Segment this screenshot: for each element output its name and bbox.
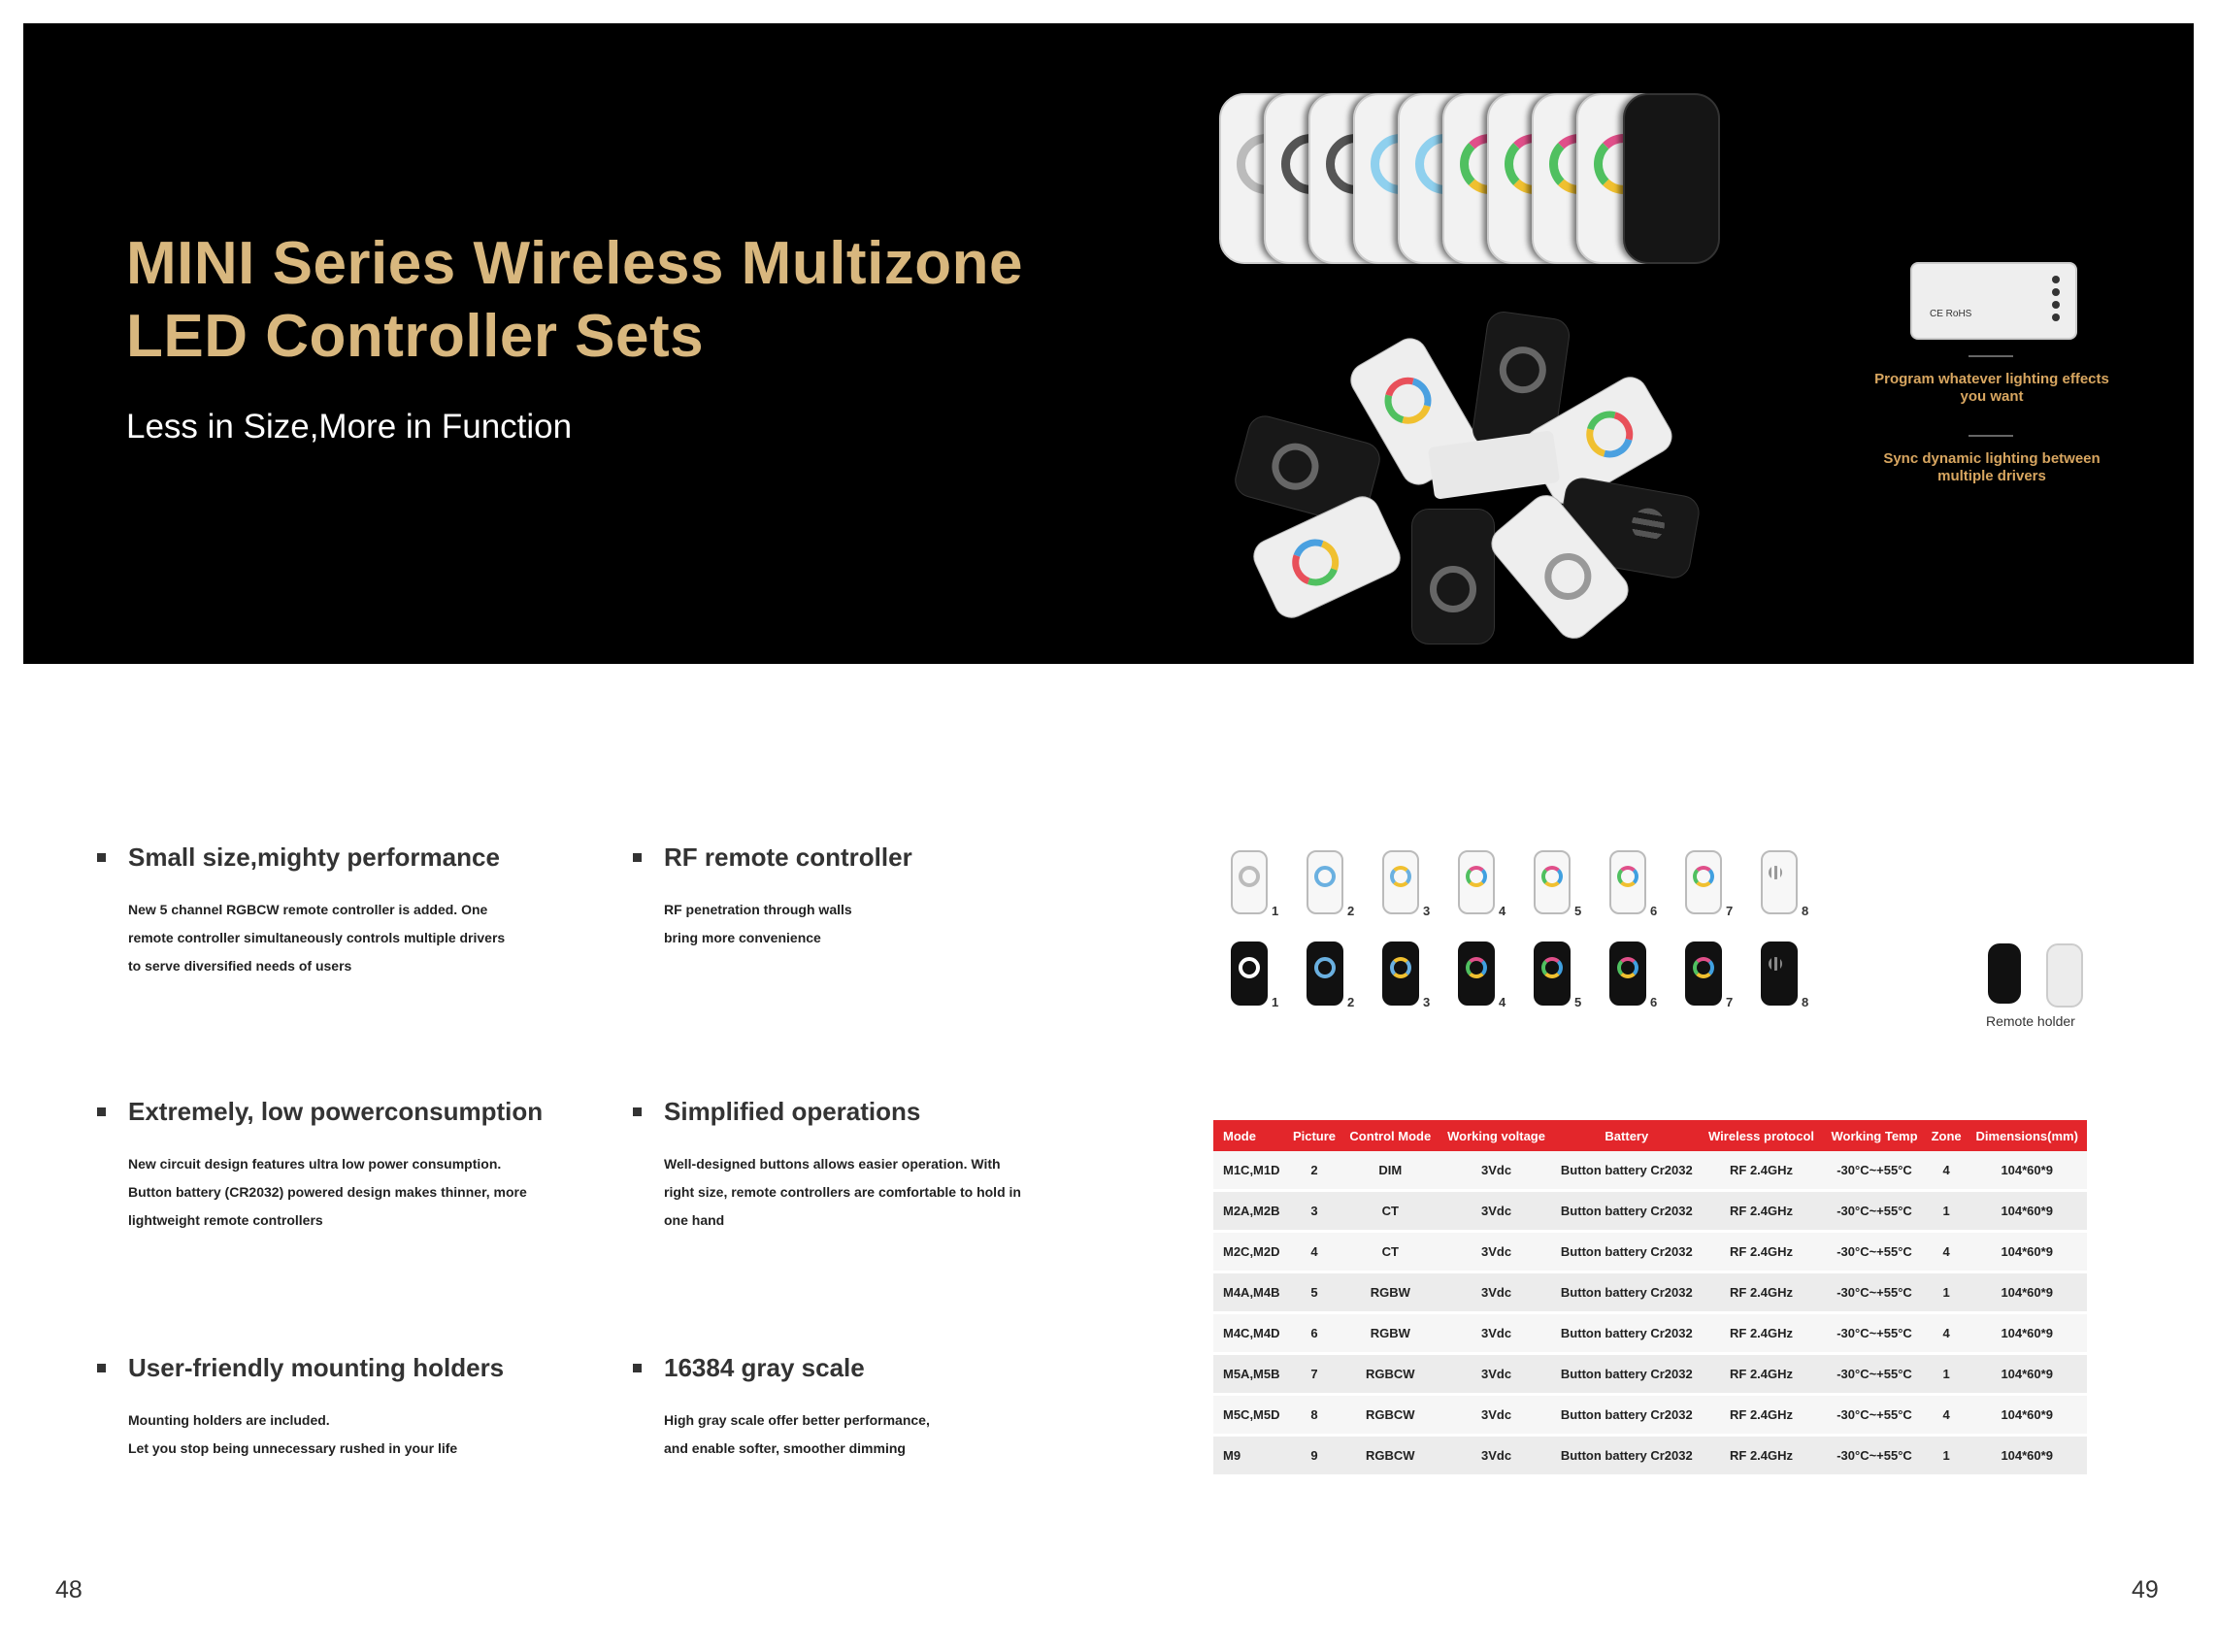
table-cell: RGBCW <box>1341 1354 1439 1395</box>
table-cell: 3Vdc <box>1439 1436 1554 1476</box>
table-cell: 7 <box>1287 1354 1342 1395</box>
table-cell: M2A,M2B <box>1213 1191 1287 1232</box>
column-header: Zone <box>1926 1120 1968 1151</box>
column-header: Dimensions(mm) <box>1967 1120 2087 1151</box>
table-cell: -30°C~+55°C <box>1823 1313 1926 1354</box>
table-cell: 104*60*9 <box>1967 1191 2087 1232</box>
table-cell: 3 <box>1287 1191 1342 1232</box>
table-cell: M2C,M2D <box>1213 1232 1287 1272</box>
table-row <box>1213 1354 2087 1395</box>
remote-picture: 2 <box>1307 942 1343 1006</box>
feature-text: to serve diversified needs of users <box>128 958 352 974</box>
remote-picture: 8 <box>1761 850 1798 914</box>
table-cell: 8 <box>1287 1395 1342 1436</box>
table-cell: 1 <box>1926 1272 1968 1313</box>
feature-title: User-friendly mounting holders <box>97 1353 553 1383</box>
table-cell: 104*60*9 <box>1967 1232 2087 1272</box>
remote-picture: 3 <box>1382 942 1419 1006</box>
remote-picture: 5 <box>1534 850 1571 914</box>
table-cell: 1 <box>1926 1436 1968 1476</box>
holder-white-image <box>2046 943 2083 1008</box>
table-cell: -30°C~+55°C <box>1823 1395 1926 1436</box>
table-cell: Button battery Cr2032 <box>1554 1395 1700 1436</box>
feature-title: RF remote controller <box>633 843 1089 873</box>
table-cell: 4 <box>1926 1395 1968 1436</box>
table-cell: RF 2.4GHz <box>1700 1354 1823 1395</box>
feature-text: lightweight remote controllers <box>128 1212 323 1228</box>
feature-text: Let you stop being unnecessary rushed in your life <box>128 1440 458 1456</box>
table-cell: 4 <box>1926 1232 1968 1272</box>
feature-title: Extremely, low powerconsumption <box>97 1097 553 1127</box>
feature-title: Small size,mighty performance <box>97 843 553 873</box>
table-cell: -30°C~+55°C <box>1823 1436 1926 1476</box>
table-cell: 104*60*9 <box>1967 1151 2087 1191</box>
column-header: Wireless protocol <box>1700 1120 1823 1151</box>
remote-picture: 3 <box>1382 850 1419 914</box>
table-cell: 104*60*9 <box>1967 1395 2087 1436</box>
remote-picture: 6 <box>1609 942 1646 1006</box>
remote-picture: 4 <box>1458 850 1495 914</box>
table-cell: RGBW <box>1341 1272 1439 1313</box>
table-cell: Button battery Cr2032 <box>1554 1232 1700 1272</box>
feature-text: one hand <box>664 1212 725 1228</box>
table-cell: 5 <box>1287 1272 1342 1313</box>
page-title <box>126 227 1097 373</box>
column-header: Control Mode <box>1341 1120 1439 1151</box>
feature-text: Mounting holders are included. <box>128 1412 330 1428</box>
feature-gray-scale <box>664 1353 1120 1463</box>
table-cell: RGBW <box>1341 1313 1439 1354</box>
table-cell: 4 <box>1926 1313 1968 1354</box>
spec-table <box>1213 1120 2087 1477</box>
remote-picture: 1 <box>1231 850 1268 914</box>
table-cell: 1 <box>1926 1191 1968 1232</box>
table-cell: Button battery Cr2032 <box>1554 1272 1700 1313</box>
page-number-left: 48 <box>55 1576 83 1603</box>
page-number-right: 49 <box>2132 1576 2159 1603</box>
table-cell: DIM <box>1341 1151 1439 1191</box>
table-cell: RGBCW <box>1341 1395 1439 1436</box>
remote-picture: 8 <box>1761 942 1798 1006</box>
table-row <box>1213 1151 2087 1191</box>
feature-small-size <box>128 843 584 980</box>
table-cell: -30°C~+55°C <box>1823 1232 1926 1272</box>
column-header: Mode <box>1213 1120 1287 1151</box>
feature-text: bring more convenience <box>664 930 821 945</box>
table-cell: RF 2.4GHz <box>1700 1272 1823 1313</box>
table-cell: -30°C~+55°C <box>1823 1191 1926 1232</box>
table-cell: M5A,M5B <box>1213 1354 1287 1395</box>
feature-low-power <box>128 1097 584 1235</box>
remote-picture: 7 <box>1685 942 1722 1006</box>
controller-label: CE RoHS <box>1930 309 1972 319</box>
feature-text: and enable softer, smoother dimming <box>664 1440 906 1456</box>
holder-black-image <box>1988 943 2021 1004</box>
feature-text: right size, remote controllers are comfortable to hold in <box>664 1184 1021 1200</box>
table-cell: RF 2.4GHz <box>1700 1313 1823 1354</box>
table-row <box>1213 1436 2087 1476</box>
feature-title: 16384 gray scale <box>633 1353 1089 1383</box>
table-header-row <box>1213 1120 2087 1151</box>
column-header: Battery <box>1554 1120 1700 1151</box>
table-cell: 3Vdc <box>1439 1354 1554 1395</box>
table-cell: Button battery Cr2032 <box>1554 1313 1700 1354</box>
column-header: Working voltage <box>1439 1120 1554 1151</box>
feature-text: RF penetration through walls <box>664 902 852 917</box>
feature-text: Well-designed buttons allows easier operation. With <box>664 1156 1001 1172</box>
table-cell: -30°C~+55°C <box>1823 1151 1926 1191</box>
table-cell: 9 <box>1287 1436 1342 1476</box>
hero-banner <box>23 23 2194 664</box>
table-cell: RF 2.4GHz <box>1700 1395 1823 1436</box>
table-cell: RF 2.4GHz <box>1700 1436 1823 1476</box>
remote-picture: 1 <box>1231 942 1268 1006</box>
feature-text: High gray scale offer better performance, <box>664 1412 930 1428</box>
table-cell: -30°C~+55°C <box>1823 1354 1926 1395</box>
table-cell: M9 <box>1213 1436 1287 1476</box>
feature-title: Simplified operations <box>633 1097 1089 1127</box>
callout-program: Program whatever lighting effects you want <box>1874 371 2109 405</box>
table-cell: M5C,M5D <box>1213 1395 1287 1436</box>
remote-picture: 2 <box>1307 850 1343 914</box>
table-cell: 1 <box>1926 1354 1968 1395</box>
table-cell: 104*60*9 <box>1967 1354 2087 1395</box>
table-cell: 104*60*9 <box>1967 1313 2087 1354</box>
table-cell: M4A,M4B <box>1213 1272 1287 1313</box>
holder-label: Remote holder <box>1986 1013 2075 1029</box>
feature-text: remote controller simultaneously controls multiple drivers <box>128 930 506 945</box>
table-cell: 2 <box>1287 1151 1342 1191</box>
remote-fan-image <box>1219 93 1743 287</box>
divider <box>1969 435 2013 437</box>
table-cell: Button battery Cr2032 <box>1554 1191 1700 1232</box>
divider <box>1969 355 2013 357</box>
table-cell: Button battery Cr2032 <box>1554 1354 1700 1395</box>
table-cell: 3Vdc <box>1439 1232 1554 1272</box>
table-cell: 4 <box>1287 1232 1342 1272</box>
table-cell: CT <box>1341 1191 1439 1232</box>
feature-text: New circuit design features ultra low power consumption. <box>128 1156 502 1172</box>
feature-simplified <box>664 1097 1120 1235</box>
feature-text: New 5 channel RGBCW remote controller is added. One <box>128 902 488 917</box>
table-cell: Button battery Cr2032 <box>1554 1436 1700 1476</box>
table-row <box>1213 1232 2087 1272</box>
table-cell: CT <box>1341 1232 1439 1272</box>
title-line-1: MINI Series Wireless Multizone <box>126 230 1024 297</box>
table-cell: RGBCW <box>1341 1436 1439 1476</box>
remote-picture: 4 <box>1458 942 1495 1006</box>
feature-text: Button battery (CR2032) powered design makes thinner, more <box>128 1184 527 1200</box>
table-cell: 104*60*9 <box>1967 1436 2087 1476</box>
table-cell: 104*60*9 <box>1967 1272 2087 1313</box>
remote-pictures <box>1225 846 1924 1041</box>
table-cell: 6 <box>1287 1313 1342 1354</box>
table-cell: RF 2.4GHz <box>1700 1191 1823 1232</box>
table-cell: 3Vdc <box>1439 1191 1554 1232</box>
table-cell: 4 <box>1926 1151 1968 1191</box>
table-cell: 3Vdc <box>1439 1395 1554 1436</box>
feature-rf-remote <box>664 843 1120 952</box>
feature-mounting <box>128 1353 584 1463</box>
remote-picture: 5 <box>1534 942 1571 1006</box>
callout-sync: Sync dynamic lighting between multiple drivers <box>1883 450 2101 484</box>
table-cell: 3Vdc <box>1439 1151 1554 1191</box>
subtitle: Less in Size,More in Function <box>126 408 573 446</box>
table-cell: M4C,M4D <box>1213 1313 1287 1354</box>
table-row <box>1213 1272 2087 1313</box>
remote-picture: 6 <box>1609 850 1646 914</box>
column-header: Working Temp <box>1823 1120 1926 1151</box>
table-row <box>1213 1395 2087 1436</box>
table-cell: 3Vdc <box>1439 1272 1554 1313</box>
title-line-2: LED Controller Sets <box>126 303 705 370</box>
table-cell: RF 2.4GHz <box>1700 1151 1823 1191</box>
table-cell: 3Vdc <box>1439 1313 1554 1354</box>
table-row <box>1213 1313 2087 1354</box>
column-header: Picture <box>1287 1120 1342 1151</box>
table-cell: Button battery Cr2032 <box>1554 1151 1700 1191</box>
table-cell: M1C,M1D <box>1213 1151 1287 1191</box>
table-cell: RF 2.4GHz <box>1700 1232 1823 1272</box>
table-row <box>1213 1191 2087 1232</box>
controller-image <box>1910 262 2077 340</box>
table-cell: -30°C~+55°C <box>1823 1272 1926 1313</box>
remote-picture: 7 <box>1685 850 1722 914</box>
